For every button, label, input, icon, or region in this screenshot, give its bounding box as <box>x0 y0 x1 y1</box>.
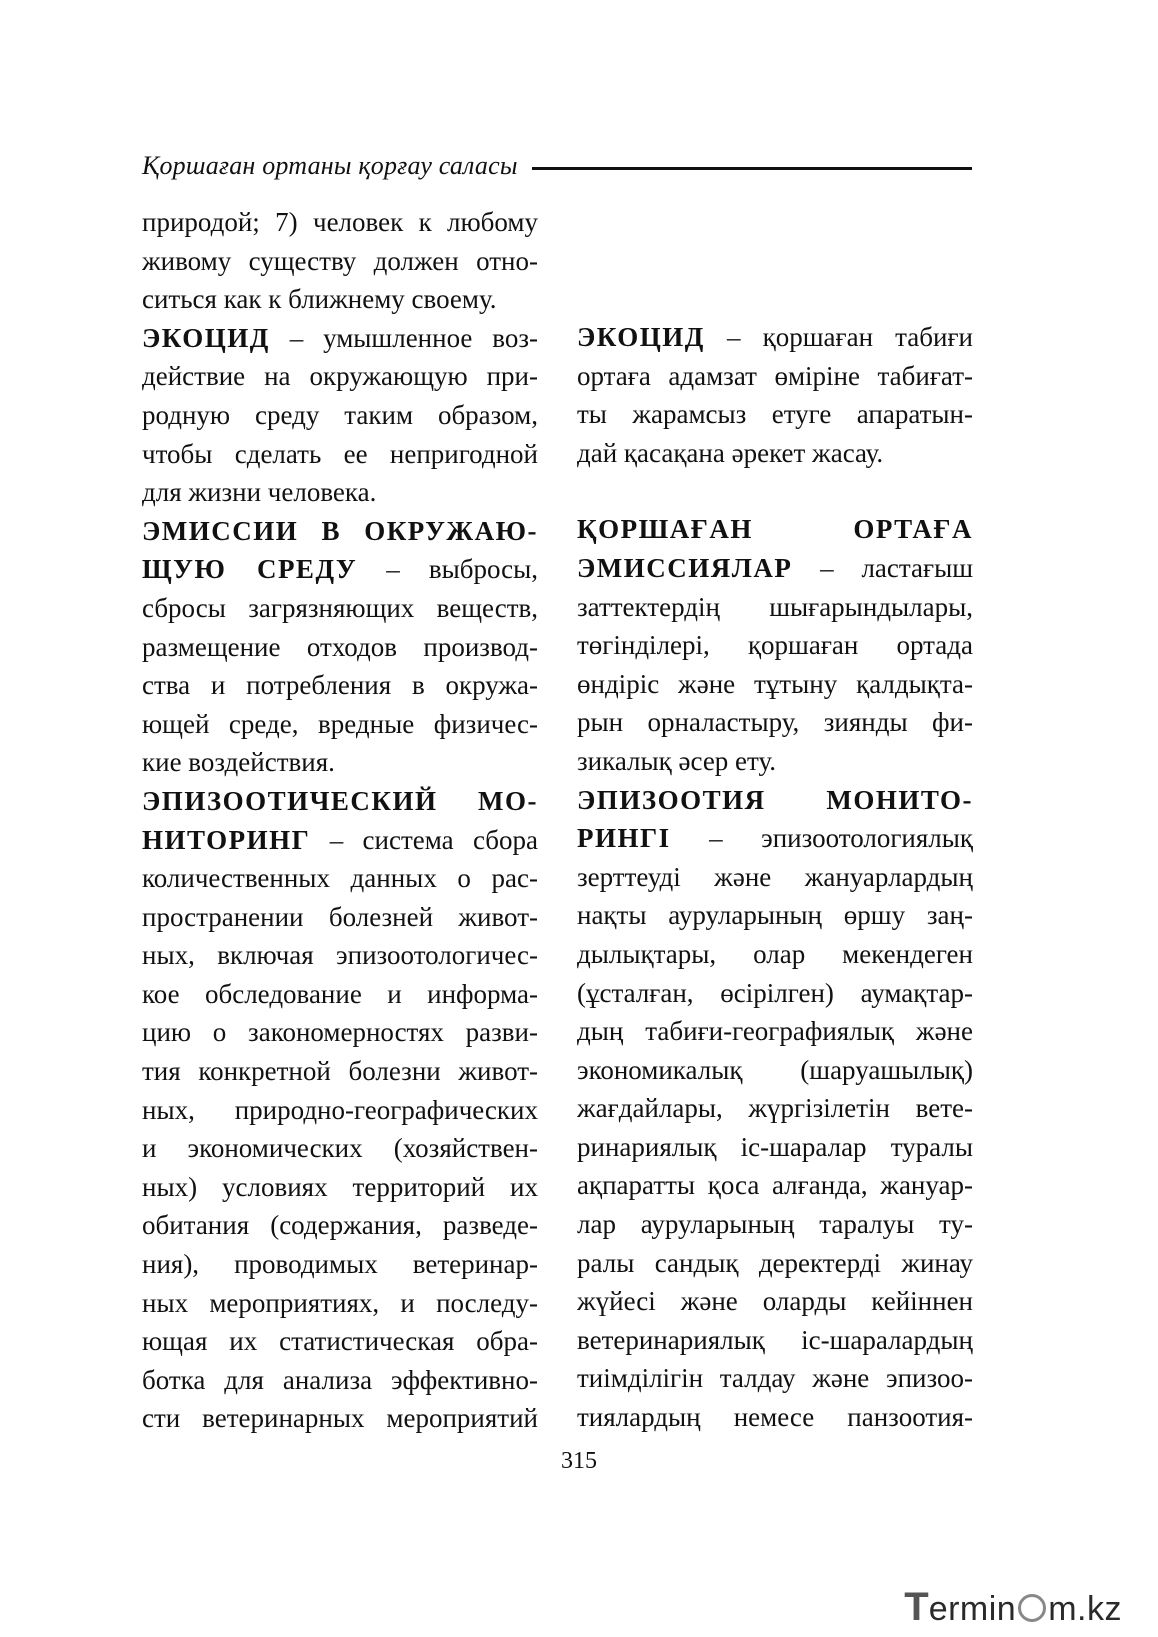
text-line: ных, включая эпизоотологичес- <box>142 940 538 971</box>
text-line: нақты ауруларының өршу заң- <box>577 900 973 931</box>
text-line: сбросы загрязняющих веществ, <box>142 592 538 623</box>
text-line: жүйесі және оларды кейіннен <box>577 1286 973 1317</box>
text-line: тиялардың немесе панзоотия- <box>577 1402 973 1433</box>
text-line: ветеринариялық іс-шаралардың <box>577 1324 973 1355</box>
text-line: пространении болезней живот- <box>142 901 538 932</box>
text-line: ты жарамсыз етуге апаратын- <box>577 399 973 430</box>
text-line: лар ауруларының таралуы ту- <box>577 1209 973 1240</box>
text-line: дың табиғи-географиялық және <box>577 1016 973 1047</box>
entry-ecocide-def-start: – умышленное воз- <box>269 322 538 353</box>
text-line: дай қасақана әрекет жасау. <box>577 437 884 468</box>
text-line: жағдайлары, жүргізілетін вете- <box>577 1093 973 1124</box>
text-line: ющей среде, вредные физичес- <box>142 708 538 739</box>
header-title: Қоршаған ортаны қорғау саласы <box>142 151 518 180</box>
entry-emissions-kk-def-start: – ластағыш <box>792 552 973 583</box>
term-monitoring-line-1: ЭПИЗООТИЧЕСКИЙ МО- <box>142 785 538 816</box>
termincom-watermark <box>904 1585 1122 1630</box>
text-line: төгінділері, қоршаған ортада <box>577 630 973 661</box>
entry-ecocide-kk-line <box>577 318 973 357</box>
term-emissions-kk-line-2: ЭМИССИЯЛАР <box>577 552 793 583</box>
text-line: ралы сандық деректерді жинау <box>577 1247 973 1278</box>
text-line: ақпаратты қоса алғанда, жануар- <box>577 1170 973 1201</box>
entry-ecocide-kk-def-start: – қоршаған табиғи <box>704 322 973 352</box>
text-line: сти ветеринарных мероприятий <box>142 1403 538 1434</box>
text-line: для жизни человека. <box>142 477 377 508</box>
text-line: ботка для анализа эффективно- <box>142 1364 538 1395</box>
term-ecocide: ЭКОЦИД <box>142 322 270 353</box>
left-column-russian <box>142 203 538 1438</box>
text-line: ния), проводимых ветеринар- <box>142 1249 538 1280</box>
text-line: живому существу должен отно- <box>142 245 538 276</box>
term-emissions-line-2: ЩУЮ СРЕДУ <box>142 554 358 585</box>
text-line: ных) условиях территорий их <box>142 1171 538 1202</box>
text-line: экономикалық (шаруашылық) <box>577 1054 973 1085</box>
entry-emissions-kk-line <box>577 549 973 588</box>
text-line: размещение отходов производ- <box>142 631 538 662</box>
text-line: кие воздействия. <box>142 747 335 778</box>
entry-spacer <box>577 472 973 510</box>
entry-monitoring-def-start: – система сбора <box>310 824 538 855</box>
running-header <box>142 146 972 186</box>
text-line: количественных данных о рас- <box>142 863 538 894</box>
text-line: цию о закономерностях разви- <box>142 1017 538 1048</box>
text-line: ринариялық іс-шаралар туралы <box>577 1131 973 1162</box>
term-monitoring-kk-line-2: РИНГІ <box>577 823 671 854</box>
term-monitoring-line-2: НИТОРИНГ <box>142 824 311 855</box>
text-line: ющая их статистическая обра- <box>142 1326 538 1357</box>
text-line: кое обследование и информа- <box>142 978 538 1009</box>
watermark-text-part2: m.kz <box>1048 1590 1122 1628</box>
term-monitoring-kk-line-1: ЭПИЗООТИЯ МОНИТО- <box>577 784 973 815</box>
magnifier-icon <box>1018 1594 1046 1622</box>
text-line: ортаға адамзат өміріне табиғат- <box>577 360 973 391</box>
text-line: (ұсталған, өсірілген) аумақтар- <box>577 977 973 1008</box>
text-line: чтобы сделать ее непригодной <box>142 438 538 469</box>
text-line: и экономических (хозяйствен- <box>142 1133 538 1164</box>
entry-emissions-line <box>142 550 538 589</box>
watermark-text-part1: ermin <box>928 1590 1017 1628</box>
term-emissions-line-1: ЭМИССИИ В ОКРУЖАЮ- <box>142 515 538 546</box>
entry-emissions-def-start: – выбросы, <box>357 554 538 585</box>
entry-monitoring-kk-def-start: – эпизоотологиялық <box>670 823 973 854</box>
text-line: действие на окружающую при- <box>142 361 538 392</box>
text-line: тиімділігін талдау және эпизоо- <box>577 1363 973 1394</box>
text-line: природой; 7) человек к любому <box>142 207 538 237</box>
text-line: зикалық әсер ету. <box>577 745 777 776</box>
text-line: өндіріс және тұтыну қалдықта- <box>577 668 973 699</box>
text-line: заттектердің шығарындылары, <box>577 591 973 622</box>
text-line: тия конкретной болезни живот- <box>142 1056 538 1087</box>
text-line: ных мероприятиях, и последу- <box>142 1287 538 1318</box>
text-line: зерттеуді және жануарлардың <box>577 861 973 892</box>
text-line: родную среду таким образом, <box>142 399 538 430</box>
entry-ecocide-line <box>142 319 538 358</box>
term-ecocide-kk: ЭКОЦИД <box>577 322 705 352</box>
page-number: 315 <box>561 1448 597 1474</box>
right-column-kazakh <box>577 318 973 1437</box>
header-rule <box>532 167 972 170</box>
term-emissions-kk-line-1: ҚОРШАҒАН ОРТАҒА <box>577 514 973 545</box>
entry-monitoring-kk-line <box>577 819 973 858</box>
watermark-t-letter: T <box>904 1585 929 1629</box>
text-line: ситься как к ближнему своему. <box>142 284 497 315</box>
text-line: рын орналастыру, зиянды фи- <box>577 707 973 738</box>
text-line: ных, природно-географических <box>142 1094 538 1125</box>
text-line: ства и потребления в окружа- <box>142 670 538 701</box>
entry-monitoring-line <box>142 821 538 860</box>
text-line: обитания (содержания, разведе- <box>142 1210 538 1241</box>
text-line: дылықтары, олар мекендеген <box>577 938 973 969</box>
